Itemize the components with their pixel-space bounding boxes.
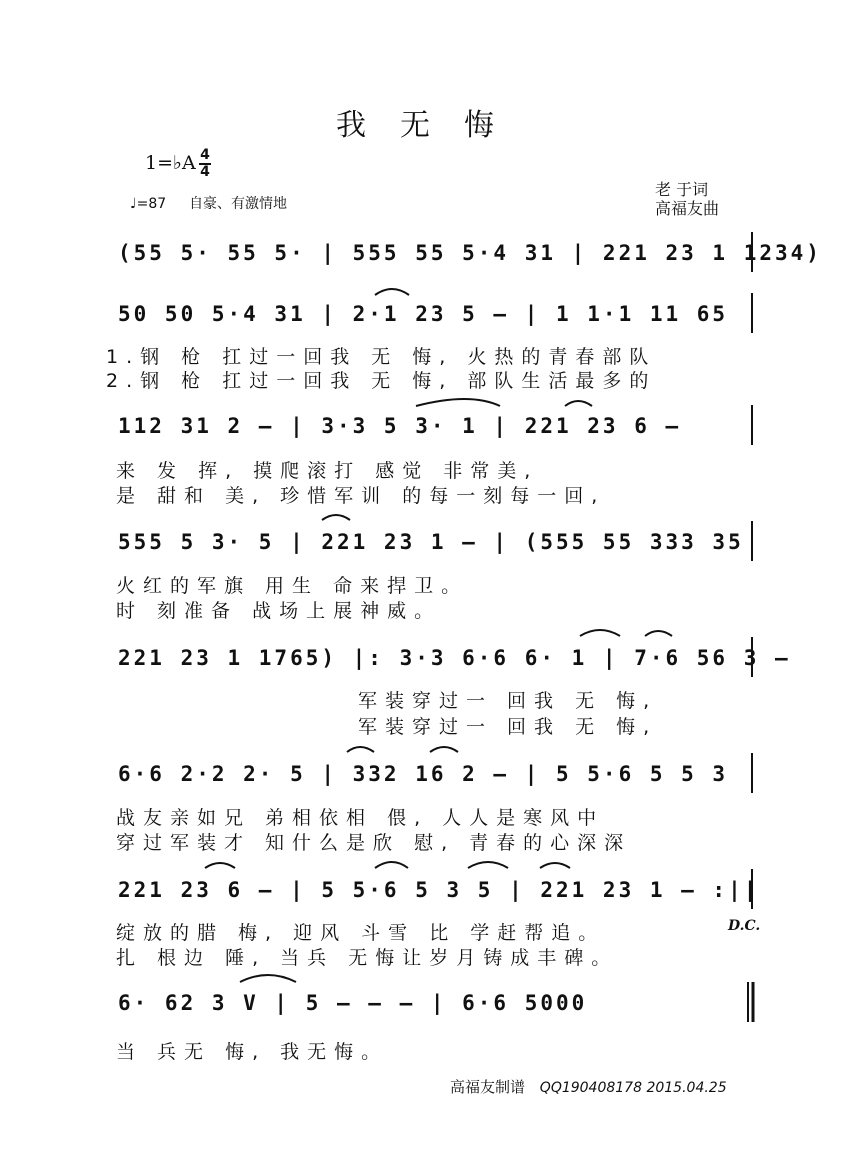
slur: [580, 630, 620, 636]
system-6-lyric-2: 扎 根边 陲, 当兵 无悔让岁月铸成丰碑。: [116, 947, 619, 969]
footer-qq-date: QQ190408178 2015.04.25: [539, 1080, 727, 1096]
system-3-lyric-1: 火红的军旗 用生 命来捍卫。: [116, 575, 469, 597]
composer-credit: 高福友曲: [655, 199, 720, 218]
slur: [375, 289, 409, 295]
slur: [468, 862, 508, 868]
key-signature: 1=♭A: [145, 152, 196, 174]
slur: [322, 515, 350, 520]
slur: [347, 747, 374, 752]
slur: [416, 399, 500, 406]
dc-mark: D.C.: [728, 918, 761, 934]
system-7-lyric-1: 当 兵无 悔, 我无悔。: [116, 1041, 389, 1063]
slur: [540, 863, 570, 868]
system-3-notes: 555 5 3· 5 | 221 23 1 – | (555 55 333 35: [118, 530, 744, 554]
expression-mark: 自豪、有激情地: [189, 196, 288, 212]
system-6-lyric-1: 绽放的腊 梅, 迎风 斗雪 比 学赶帮追。: [116, 922, 606, 944]
song-title: 我无悔: [336, 108, 528, 143]
system-0-notes: (55 5· 55 5· | 555 55 5·4 31 | 221 23 1 1234): [118, 241, 822, 265]
slur: [565, 401, 592, 406]
system-1-notes: 50 50 5·4 31 | 2·1 23 5 – | 1 1·1 11 65: [118, 302, 729, 326]
slur: [430, 747, 458, 752]
time-bottom: 4: [200, 164, 210, 180]
time-top: 4: [200, 147, 210, 163]
system-4-lyric-2: 军装穿过一 回我 无 悔,: [358, 716, 658, 738]
slur: [205, 863, 235, 868]
tempo-mark: ♩=87: [130, 196, 167, 212]
system-2-lyric-1: 来 发 挥, 摸爬滚打 感觉 非常美,: [116, 460, 539, 482]
system-7-notes: 6· 62 3 V | 5 – – – | 6·6 5000: [118, 991, 588, 1015]
system-5-notes: 6·6 2·2 2· 5 | 332 16 2 – | 5 5·6 5 5 3: [118, 762, 729, 786]
system-5-lyric-2: 穿过军装才 知什么是欣 慰, 青春的心深深: [116, 832, 632, 854]
slur: [645, 631, 672, 636]
system-1-lyric-1: 1.钢 枪 扛过一回我 无 悔, 火热的青春部队: [106, 346, 657, 368]
system-4-notes: 221 23 1 1765) |: 3·3 6·6 6· 1 | 7·6 56 3 –: [118, 646, 791, 670]
system-2-lyric-2: 是 甜和 美, 珍惜军训 的每一刻每一回,: [116, 485, 606, 507]
footer: [450, 1076, 727, 1097]
system-3-lyric-2: 时 刻准备 战场上展神威。: [116, 600, 442, 622]
system-2-notes: 112 31 2 – | 3·3 5 3· 1 | 221 23 6 –: [118, 414, 682, 438]
system-6-notes: 221 23 6 – | 5 5·6 5 3 5 | 221 23 1 – :||: [118, 878, 760, 902]
system-4-lyric-1: 军装穿过一 回我 无 悔,: [358, 690, 658, 712]
slur: [240, 975, 296, 982]
system-5-lyric-1: 战友亲如兄 弟相依相 偎, 人人是寒风中: [116, 807, 605, 829]
slur: [375, 862, 408, 868]
system-1-lyric-2: 2.钢 枪 扛过一回我 无 悔, 部队生活最多的: [106, 370, 657, 392]
lyricist-credit: 老 于词: [655, 180, 709, 199]
footer-maker: 高福友制谱: [450, 1078, 526, 1096]
